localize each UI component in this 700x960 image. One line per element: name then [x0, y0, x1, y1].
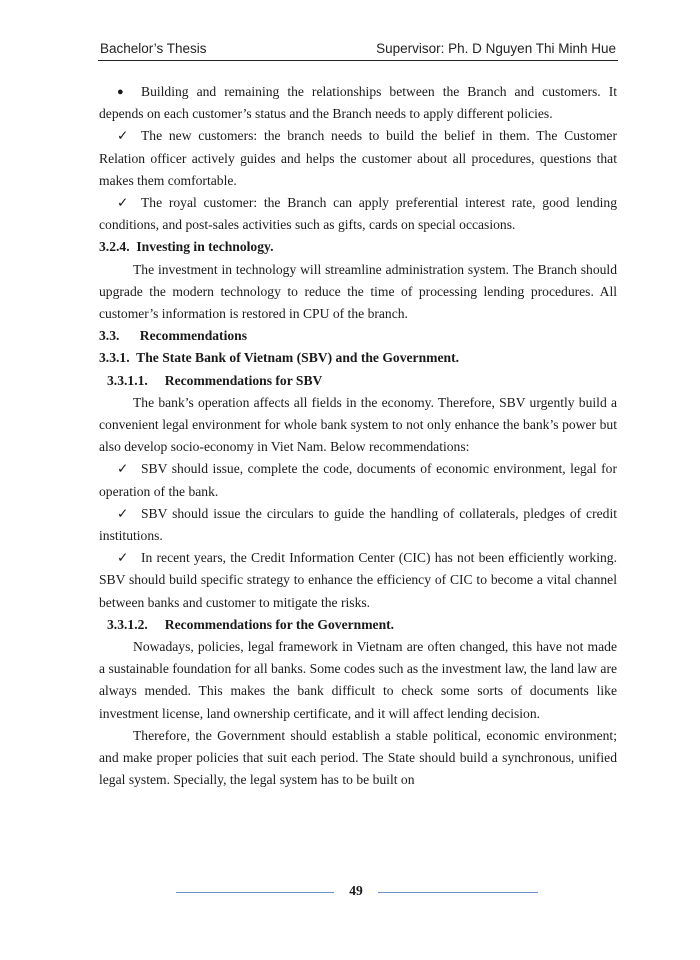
checkmark-icon: ✓ — [117, 128, 129, 144]
checkmark-icon: ✓ — [117, 550, 129, 566]
paragraph-text: SBV should issue, complete the code, documents of economic environment, legal for operation of the bank. — [99, 461, 617, 499]
header-thesis-label: Bachelor’s Thesis — [100, 41, 207, 56]
header-supervisor-label: Supervisor: Ph. D Nguyen Thi Minh Hue — [376, 41, 616, 56]
paragraph-text: The new customers: the branch needs to build the belief in them. The Customer Relation officer actively guides and helps the customer about all procedures, questions that makes them comfortable. — [99, 128, 617, 188]
check-paragraph-sbv-circulars — [99, 503, 617, 547]
paragraph-text: The royal customer: the Branch can apply preferential interest rate, good lending conditions, and post-sales activities such as gifts, cards on special occasions. — [99, 195, 617, 233]
heading-3-3: 3.3. Recommendations — [99, 328, 248, 344]
check-paragraph-cic — [99, 547, 617, 614]
paragraph-government-stability: Therefore, the Government should establish a stable political, economic environment; and make proper policies that suit each period. The State should build a synchronous, unified legal system. Specially, the legal system has to be built on — [99, 727, 617, 788]
checkmark-icon: ✓ — [117, 195, 129, 211]
heading-3-2-4: 3.2.4. Investing in technology. — [99, 239, 274, 255]
paragraph-technology: The investment in technology will streamline administration system. The Branch should upgrade the modern technology to reduce the time of processing lending procedures. All customer’s information is restored in CPU of the branch. — [99, 261, 617, 322]
paragraph-text: In recent years, the Credit Information Center (CIC) has not been efficiently working. SBV should build specific strategy to enhance the efficiency of CIC to become a vital channel between banks and customer to mitigate the risks. — [99, 550, 617, 610]
heading-3-3-1-2: 3.3.1.2. Recommendations for the Government. — [107, 616, 395, 632]
paragraph-sbv-intro: The bank’s operation affects all fields in the economy. Therefore, SBV urgently build a convenient legal environment for whole bank system to not only enhance the bank’s power but also develop socio-economy in Viet Nam. Below recommendations: — [99, 394, 617, 455]
footer-divider-left — [176, 892, 334, 893]
paragraph-text: Building and remaining the relationships between the Branch and customers. It depends on each customer’s status and the Branch needs to apply different policies. — [99, 84, 617, 122]
bullet-icon: ● — [117, 86, 124, 98]
check-paragraph-new-customers — [99, 125, 617, 192]
footer-divider-right — [378, 892, 538, 893]
check-paragraph-sbv-code — [99, 458, 617, 502]
paragraph-text: SBV should issue the circulars to guide the handling of collaterals, pledges of credit institutions. — [99, 505, 617, 544]
check-paragraph-royal-customers — [99, 192, 617, 236]
page-footer — [176, 880, 538, 904]
checkmark-icon: ✓ — [117, 461, 129, 477]
heading-3-3-1: 3.3.1. The State Bank of Vietnam (SBV) and the Government. — [99, 350, 459, 366]
bullet-paragraph-relationships — [99, 81, 617, 125]
page-number: 49 — [349, 883, 363, 898]
paragraph-government-policies: Nowadays, policies, legal framework in Vietnam are often changed, this have not made a sustainable foundation for all banks. Some codes such as the investment law, the land law are always mended. This makes the bank difficult to check some sorts of documents like investment license, land ownership certificate, and it will affect lending decision. — [99, 639, 617, 721]
page-header — [98, 40, 618, 61]
heading-3-3-1-1: 3.3.1.1. Recommendations for SBV — [107, 372, 323, 388]
checkmark-icon: ✓ — [117, 505, 129, 521]
page-body — [99, 81, 617, 792]
